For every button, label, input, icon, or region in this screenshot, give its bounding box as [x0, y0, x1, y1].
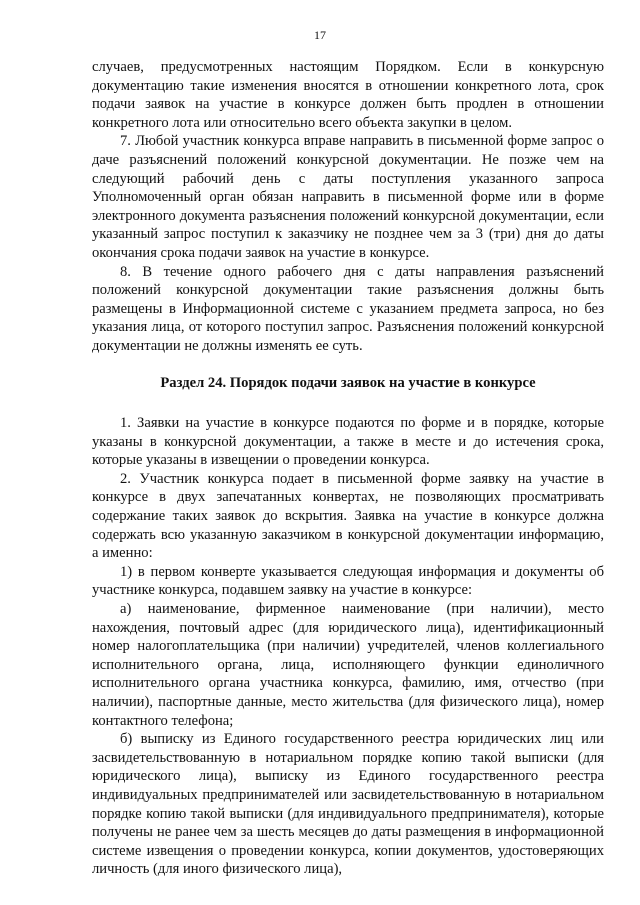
page-number: 17 — [314, 28, 326, 42]
paragraph-item-7: 7. Любой участник конкурса вправе направить в письменной форме запрос о даче разъяснений положений конкурсной документации. Не позже чем на следующий рабочий день с даты поступления указанного запроса Уполномоченный орган обязан направить в письменной форме или в форме электронного документа разъяснения положений конкурсной документации, если указанный запрос поступил к заказчику не позднее чем за 3 (три) дня до даты окончания срока подачи заявок на участие в конкурсе. — [92, 133, 604, 261]
paragraph-item-8: 8. В течение одного рабочего дня с даты направления разъяснений положений конкурсной документации такие разъяснения должны быть размещены в Информационной системе с указанием предмета запроса, но без указания лица, от которого поступил запрос. Разъяснения положений конкурсной документации не должны изменять ее суть. — [92, 263, 604, 354]
paragraph-item-2: 2. Участник конкурса подает в письменной форме заявку на участие в конкурсе в двух запечатанных конвертах, не позволяющих просматривать содержание таких заявок до вскрытия. Заявка на участие в конкурсе должна содержать всю указанную заказчиком в конкурсной документации информацию, а именно: — [92, 470, 604, 562]
paragraph-subitem-b: б) выписку из Единого государственного реестра юридических лиц или засвидетельствованную в нотариальном порядке копию такой выписки (для юридического лица), выписку из Единого государственного реестра индивидуальных предпринимателей или засвидетельствованную в нотариальном порядке копию такой выписки (для индивидуального предпринимателя), которые получены не ранее чем за шесть месяцев до даты размещения в информационной системе извещения о проведении конкурса, копии документов, удостоверяющих личность (для иного физического лица), — [92, 731, 604, 878]
paragraph-subitem-1: 1) в первом конверте указывается следующая информация и документы об участнике конкурса, подавшем заявку на участие в конкурсе: — [92, 563, 604, 599]
paragraph-continuation: случаев, предусмотренных настоящим Порядком. Если в конкурсную документацию такие изменения вносятся в отношении конкретного лота, срок подачи заявок на участие в конкурсе должен быть продлен в отношении конкретного лота или относительно всего объекта закупки в целом. — [92, 59, 604, 131]
paragraph-subitem-a: а) наименование, фирменное наименование (при наличии), место нахождения, почтовый адрес (для юридического лица), идентификационный номер налогоплательщика (при наличии) учредителей, членов коллегиального исполнительного органа, лица, исполняющего функции единоличного исполнительного органа участника конкурса, фамилию, имя, отчество (при наличии), паспортные данные, место жительства (для физического лица), номер контактного телефона; — [92, 601, 604, 729]
paragraph-item-1: 1. Заявки на участие в конкурсе подаются по форме и в порядке, которые указаны в конкурсной документации, а также в месте и до истечения срока, которые указаны в извещении о проведении конкурса. — [92, 415, 604, 469]
section-heading: Раздел 24. Порядок подачи заявок на участие в конкурсе — [160, 374, 536, 391]
document-body — [92, 58, 604, 879]
